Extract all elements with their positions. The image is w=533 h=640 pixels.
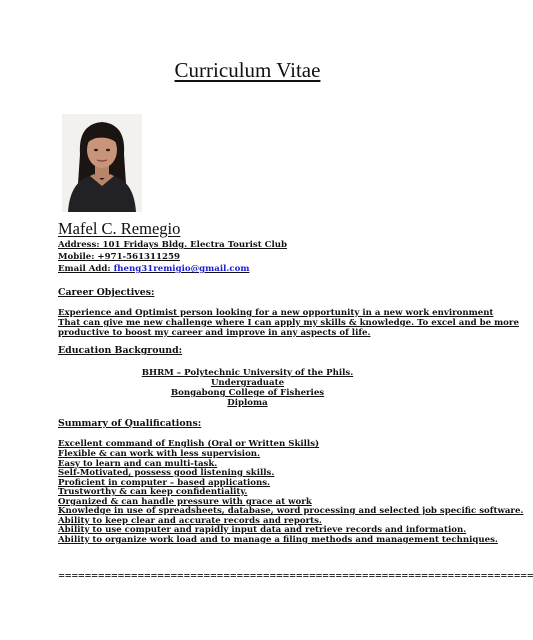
qualification-item: Easy to learn and can multi-task.	[58, 459, 218, 469]
qualification-item: Flexible & can work with less supervision.	[58, 449, 261, 459]
education-line: BHRM – Polytechnic University of the Phils.	[141, 368, 354, 378]
address-line: Address: 101 Fridays Bldg. Electra Tourist Club	[58, 240, 288, 250]
email-link[interactable]: fheng31remigio@gmail.com	[113, 264, 250, 274]
education-line: Undergraduate	[210, 378, 285, 388]
separator-line: ========================================================================	[58, 571, 533, 581]
email-line	[58, 264, 249, 274]
qualification-item: Proficient in computer – based applications.	[58, 478, 271, 488]
mobile-line: Mobile: +971-561311259	[58, 252, 180, 262]
cv-title: Curriculum Vitae	[174, 58, 321, 82]
profile-photo	[62, 114, 142, 212]
email-label: Email Add:	[58, 264, 114, 274]
career-line: productive to boost my career and improve in any aspects of life.	[58, 328, 371, 338]
qualification-item: Ability to organize work load and to manage a filing methods and management techniques.	[58, 535, 498, 545]
qualification-item: Excellent command of English (Oral or Written Skills)	[58, 439, 320, 449]
career-heading: Career Objectives:	[58, 287, 155, 298]
career-line: That can give me new challenge where I can apply my skills & knowledge. To excel and be more	[58, 318, 519, 328]
qualification-item: Trustworthy & can keep confidentiality.	[58, 487, 248, 497]
qualifications-heading: Summary of Qualifications:	[58, 418, 202, 429]
qualification-item: Ability to keep clear and accurate records and reports.	[58, 516, 322, 526]
candidate-name: Mafel C. Remegio	[58, 219, 181, 238]
qualification-item: Knowledge in use of spreadsheets, database, word processing and selected job specific software.	[58, 506, 524, 516]
career-line: Experience and Optimist person looking for a new opportunity in a new work environment	[58, 308, 494, 318]
education-line: Bongabong College of Fisheries	[170, 388, 325, 398]
education-heading: Education Background:	[58, 345, 183, 356]
qualification-item: Self-Motivated, possess good listening skills.	[58, 468, 275, 478]
qualification-item: Organized & can handle pressure with grace at work	[58, 497, 312, 507]
education-line: Diploma	[227, 398, 268, 408]
qualification-item: Ability to use computer and rapidly input data and retrieve records and information.	[58, 525, 467, 535]
